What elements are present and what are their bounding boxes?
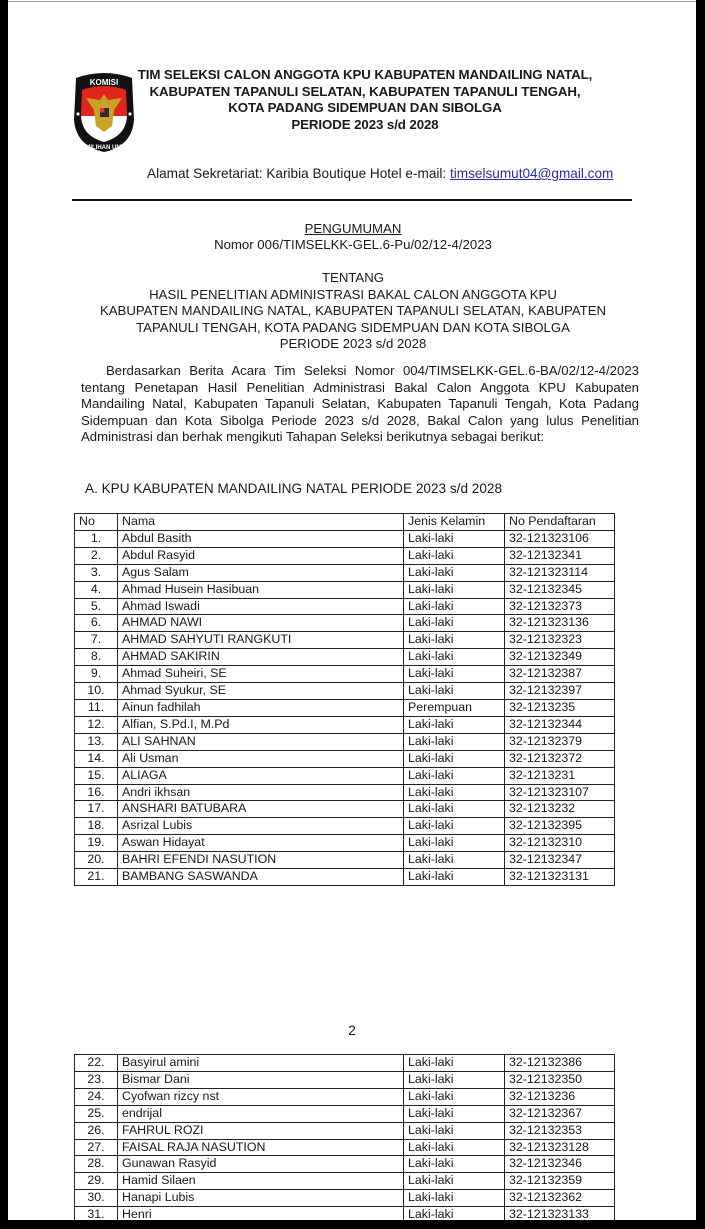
candidate-gender: Laki-laki [404,615,505,632]
table-header-row [75,514,615,531]
candidate-table-page2 [74,1054,615,1220]
registration-number: 32-12132341 [505,547,615,564]
candidate-gender: Laki-laki [404,632,505,649]
table-row [75,716,615,733]
candidate-gender: Laki-laki [404,1071,505,1088]
candidate-name: Alfian, S.Pd.I, M.Pd [118,716,404,733]
table-row [75,564,615,581]
registration-number: 32-121323136 [505,615,615,632]
registration-number: 32-12132359 [505,1173,615,1190]
registration-number: 32-12132344 [505,716,615,733]
table-row [75,1156,615,1173]
header-title-line: TIM SELEKSI CALON ANGGOTA KPU KABUPATEN MANDAILING NATAL, [137,67,593,82]
row-number: 11. [75,699,118,716]
registration-number: 32-121323106 [505,530,615,547]
candidate-name: Ahmad Suheiri, SE [118,666,404,683]
candidate-name: Abdul Basith [118,530,404,547]
row-number: 20. [75,852,118,869]
candidate-name: Cyofwan rizcy nst [118,1088,404,1105]
table-row [75,530,615,547]
subject-line: KABUPATEN MANDAILING NATAL, KABUPATEN TAPANULI SELATAN, KABUPATEN [99,303,607,319]
candidate-gender: Laki-laki [404,750,505,767]
row-number: 28. [75,1156,118,1173]
column-header-no: No [75,514,118,531]
row-number: 17. [75,801,118,818]
candidate-name: Basyirul amini [118,1055,404,1072]
registration-number: 32-1213232 [505,801,615,818]
candidate-name: Aswan Hidayat [118,835,404,852]
header-title [130,67,600,133]
candidate-name: Ahmad Iswadi [118,598,404,615]
table-row [75,852,615,869]
candidate-gender: Laki-laki [404,801,505,818]
row-number: 24. [75,1088,118,1105]
row-number: 15. [75,767,118,784]
header-title-line: KOTA PADANG SIDEMPUAN DAN SIBOLGA [228,100,502,116]
table-row [75,581,615,598]
secretariat-address [147,166,613,181]
table-row [75,547,615,564]
candidate-gender: Laki-laki [404,852,505,869]
candidate-gender: Laki-laki [404,530,505,547]
email-link[interactable]: timselsumut04@gmail.com [449,166,614,181]
announcement-title: PENGUMUMAN [304,221,402,236]
candidate-name: ALIAGA [118,767,404,784]
candidate-gender: Laki-laki [404,835,505,852]
kpu-logo-icon [70,70,138,154]
registration-number: 32-12132395 [505,818,615,835]
candidate-gender: Laki-laki [404,767,505,784]
candidate-gender: Laki-laki [404,564,505,581]
table-row [75,1088,615,1105]
registration-number: 32-12132346 [505,1156,615,1173]
candidate-name: endrijal [118,1105,404,1122]
candidate-gender: Laki-laki [404,1055,505,1072]
top-edge-line [8,1,696,2]
header-title-line: KABUPATEN TAPANULI SELATAN, KABUPATEN TAPANULI TENGAH, [149,83,581,99]
row-number: 6. [75,615,118,632]
table-row [75,835,615,852]
table-row [75,683,615,700]
table-row [75,699,615,716]
row-number: 23. [75,1071,118,1088]
candidate-gender: Laki-laki [404,666,505,683]
row-number: 7. [75,632,118,649]
subject-line: TAPANULI TENGAH, KOTA PADANG SIDEMPUAN DAN KOTA SIBOLGA [136,319,570,335]
candidate-name: Agus Salam [118,564,404,581]
registration-number: 32-121323114 [505,564,615,581]
candidate-gender: Laki-laki [404,581,505,598]
table-row [75,1122,615,1139]
announcement-number: Nomor 006/TIMSELKK-GEL.6-Pu/02/12-4/2023 [214,237,492,252]
table-row [75,666,615,683]
candidate-name: Andri ikhsan [118,784,404,801]
row-number: 1. [75,530,118,547]
candidate-gender: Laki-laki [404,598,505,615]
table-row [75,869,615,886]
registration-number: 32-12132347 [505,852,615,869]
candidate-gender: Laki-laki [404,818,505,835]
candidate-gender: Perempuan [404,699,505,716]
candidate-name: Ahmad Husein Hasibuan [118,581,404,598]
table-row [75,801,615,818]
registration-number: 32-12132362 [505,1190,615,1207]
table-row [75,1207,615,1220]
table-row [75,767,615,784]
candidate-name: BAHRI EFENDI NASUTION [118,852,404,869]
candidate-name: ANSHARI BATUBARA [118,801,404,818]
row-number: 2. [75,547,118,564]
row-number: 16. [75,784,118,801]
registration-number: 32-12132353 [505,1122,615,1139]
document-page [8,0,696,1220]
row-number: 27. [75,1139,118,1156]
registration-number: 32-12132349 [505,649,615,666]
announcement-subject [68,270,638,353]
registration-number: 32-12132310 [505,835,615,852]
registration-number: 32-12132350 [505,1071,615,1088]
table-row [75,1173,615,1190]
candidate-gender: Laki-laki [404,869,505,886]
subject-line: PERIODE 2023 s/d 2028 [279,336,427,352]
candidate-gender: Laki-laki [404,1122,505,1139]
candidate-name: Hamid Silaen [118,1173,404,1190]
row-number: 29. [75,1173,118,1190]
candidate-name: Henri [118,1207,404,1220]
header-title-line: PERIODE 2023 s/d 2028 [291,116,439,132]
candidate-name: FAHRUL ROZI [118,1122,404,1139]
page-number: 2 [348,1023,356,1038]
registration-number: 32-12132387 [505,666,615,683]
table-row [75,1071,615,1088]
registration-number: 32-12132345 [505,581,615,598]
candidate-name: AHMAD NAWI [118,615,404,632]
row-number: 26. [75,1122,118,1139]
candidate-name: Asrizal Lubis [118,818,404,835]
table-row [75,1190,615,1207]
table-row [75,1055,615,1072]
header-separator [72,199,632,201]
candidate-gender: Laki-laki [404,1156,505,1173]
candidate-gender: Laki-laki [404,1173,505,1190]
svg-text:KOMISI: KOMISI [89,78,119,87]
registration-number: 32-1213236 [505,1088,615,1105]
candidate-name: Ahmad Syukur, SE [118,683,404,700]
row-number: 5. [75,598,118,615]
row-number: 4. [75,581,118,598]
candidate-name: ALI SAHNAN [118,733,404,750]
registration-number: 32-12132373 [505,598,615,615]
row-number: 19. [75,835,118,852]
row-number: 25. [75,1105,118,1122]
registration-number: 32-121323128 [505,1139,615,1156]
row-number: 31. [75,1207,118,1220]
address-label: Alamat Sekretariat: Karibia Boutique Hotel e-mail: [147,166,450,181]
section-title: A. KPU KABUPATEN MANDAILING NATAL PERIODE 2023 s/d 2028 [85,481,503,496]
table-row [75,750,615,767]
candidate-gender: Laki-laki [404,547,505,564]
subject-line: HASIL PENELITIAN ADMINISTRASI BAKAL CALON ANGGOTA KPU [149,286,557,302]
table-row [75,1105,615,1122]
table-row [75,632,615,649]
candidate-gender: Laki-laki [404,716,505,733]
candidate-name: Gunawan Rasyid [118,1156,404,1173]
svg-text:PEMILIHAN UMUM: PEMILIHAN UMUM [77,145,131,151]
row-number: 12. [75,716,118,733]
row-number: 8. [75,649,118,666]
candidate-gender: Laki-laki [404,1105,505,1122]
candidate-table-page1 [74,513,615,886]
registration-number: 32-12132397 [505,683,615,700]
row-number: 9. [75,666,118,683]
candidate-name: Hanapi Lubis [118,1190,404,1207]
registration-number: 32-12132323 [505,632,615,649]
row-number: 22. [75,1055,118,1072]
candidate-name: Ainun fadhilah [118,699,404,716]
registration-number: 32-12132386 [505,1055,615,1072]
announcement-body: Berdasarkan Berita Acara Tim Seleksi Nomor 004/TIMSELKK-GEL.6-BA/02/12-4/2023 tentang Penetapan Hasil Penelitian Administrasi Bakal Calon Anggota KPU Kabupaten Mandailing Natal, Kabupaten Tapanuli Selatan, Kabupaten Tapanuli Tengah, Kota Padang Sidempuan dan Kota Sibolga Periode 2023 s/d 2028, Bakal Calon yang lulus Penelitian Administrasi dan berhak mengikuti Tahapan Seleksi berikutnya sebagai berikut: [81,363,639,445]
row-number: 30. [75,1190,118,1207]
candidate-gender: Laki-laki [404,649,505,666]
registration-number: 32-1213231 [505,767,615,784]
registration-number: 32-121323131 [505,869,615,886]
table-row [75,818,615,835]
candidate-gender: Laki-laki [404,784,505,801]
registration-number: 32-12132379 [505,733,615,750]
table-row [75,615,615,632]
table-row [75,1139,615,1156]
candidate-name: FAISAL RAJA NASUTION [118,1139,404,1156]
registration-number: 32-121323107 [505,784,615,801]
candidate-gender: Laki-laki [404,733,505,750]
column-header-name: Nama [118,514,404,531]
table-row [75,784,615,801]
candidate-gender: Laki-laki [404,1088,505,1105]
row-number: 3. [75,564,118,581]
table-row [75,598,615,615]
candidate-gender: Laki-laki [404,1190,505,1207]
column-header-registration: No Pendaftaran [505,514,615,531]
registration-number: 32-1213235 [505,699,615,716]
registration-number: 32-12132372 [505,750,615,767]
candidate-name: BAMBANG SASWANDA [118,869,404,886]
table-row [75,649,615,666]
candidate-name: Bismar Dani [118,1071,404,1088]
column-header-gender: Jenis Kelamin [404,514,505,531]
row-number: 10. [75,683,118,700]
candidate-name: Ali Usman [118,750,404,767]
table-row [75,733,615,750]
candidate-name: AHMAD SAKIRIN [118,649,404,666]
row-number: 21. [75,869,118,886]
candidate-gender: Laki-laki [404,1139,505,1156]
candidate-gender: Laki-laki [404,683,505,700]
registration-number: 32-121323133 [505,1207,615,1220]
candidate-gender: Laki-laki [404,1207,505,1220]
candidate-name: Abdul Rasyid [118,547,404,564]
candidate-name: AHMAD SAHYUTI RANGKUTI [118,632,404,649]
registration-number: 32-12132367 [505,1105,615,1122]
row-number: 18. [75,818,118,835]
subject-line: TENTANG [321,270,385,285]
row-number: 14. [75,750,118,767]
row-number: 13. [75,733,118,750]
